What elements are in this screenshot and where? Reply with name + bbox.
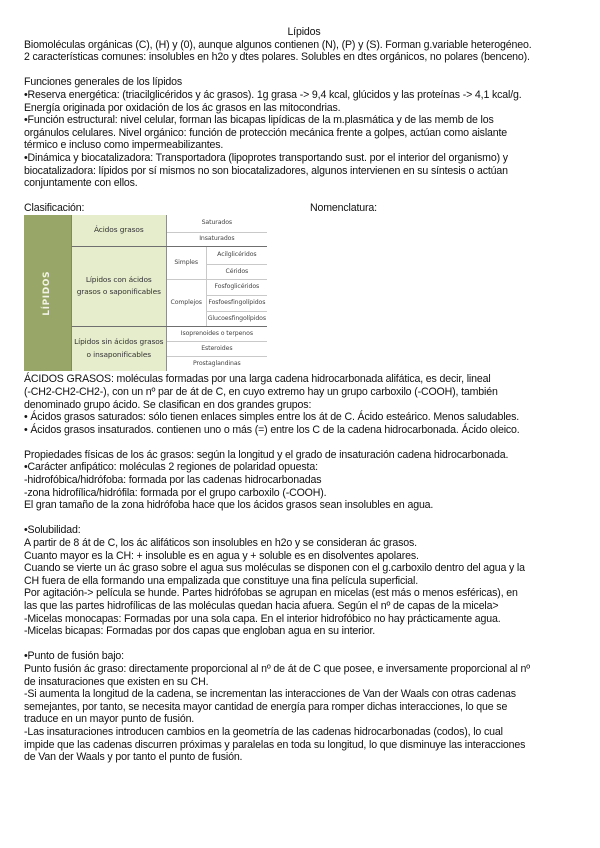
subgroup-simples: Simples [166,246,206,279]
lipidos-side-label: LÍPIDOS [24,215,71,371]
table-cell: Fosfoesfingolípidos [206,295,267,311]
table-cell: Saturados [166,215,267,232]
paragraph-line: •Reserva energética: (triacilglicéridos y ác grasos). 1g grasa -> 9,4 kcal, glúcidos y las proteínas -> 4,1 kcal/g. [24,88,522,101]
paragraph-line: • Ácidos grasos insaturados. contienen uno o más (=) entre los C de la cadena hidrocarbonada. Ácido oleico. [24,423,520,436]
table-cell: Insaturados [166,232,267,246]
lipid-classification-table [24,215,267,371]
table-cell: Fosfoglicéridos [206,279,267,295]
group-acidos-grasos: Ácidos grasos [71,215,166,246]
paragraph-line: A partir de 8 át de C, los ác alifáticos son insolubles en h2o y se consideran ác grasos. [24,537,417,550]
paragraph-line: -hidrofóbica/hidrófoba: formada por las cadenas hidrocarbonadas [24,474,322,487]
group-saponificables: Lípidos con ácidos grasos o saponificables [71,246,166,326]
paragraph-line: Energía originada por oxidación de los ác grasos en las mitocondrias. [24,101,341,114]
paragraph-line: •Dinámica y biocatalizadora: Transportadora (lipoprotes transportando sust. por el interior del organismo) y [24,151,508,164]
table-cell: Prostaglandinas [192,359,241,367]
paragraph-line: de Van der Waals y por tanto el punto de fusión. [24,751,243,764]
paragraph-line: semejantes, por tanto, se necesita mayor cantidad de energía para romper dichas interacciones, lo que se [24,700,508,713]
paragraph-line: de insaturaciones que existen en su CH. [24,675,209,688]
paragraph-line: denominado grupo ácido. Se clasifican en dos grandes grupos: [24,398,312,411]
paragraph-line: •Punto de fusión bajo: [24,650,124,663]
table-cell: Glucoesfingolípidos [206,311,267,326]
group-insaponificables: Lípidos sin ácidos grasos o insaponificables [71,326,166,371]
paragraph-line: Propiedades físicas de los ác grasos: según la longitud y el grado de insaturación cadena hidrocarbonada. [24,448,509,461]
section-heading-funciones: Funciones generales de los lípidos [24,76,183,89]
paragraph-line: •Solubilidad: [24,524,81,537]
table-cell: Acilglicéridos [206,246,267,264]
paragraph-line: las que las partes hidrofílicas de las moléculas quedan hacia afuera. Según el nº de capas de la micela> [24,600,499,612]
paragraph-line: biocatalizadora: lípidos por sí mismos no son biocatalizadores, algunos intervienen en su síntesis o actúan [24,164,508,177]
paragraph-line: Por agitación-> película se hunde. Partes hidrófobas se agrupan en micelas (est más o menos esféricas), en [24,587,518,600]
intro-line: Biomoléculas orgánicas (C), (H) y (0), aunque algunos contienen (N), (P) y (S). Forman g.variable heterogéneo. [24,38,532,51]
paragraph-line: -zona hidrofílica/hidrófila: formada por el grupo carboxilo (-COOH). [24,486,327,499]
table-cell: Esteroides [166,341,267,356]
paragraph-line: (-CH2-CH2-CH2-), con un nº par de át de C, en cuyo extremo hay un grupo carboxilo (-COOH), también [24,385,498,398]
paragraph-line: -Micelas bicapas: Formadas por dos capas que engloban agua en su interior. [24,625,376,638]
paragraph-line: térmico e incluso como impermeabilizantes. [24,139,224,152]
classification-table-image [24,215,270,373]
paragraph-line: orgánulos celulares. Nivel orgánico: función de protección mecánica frente a golpes, actúan como aislante [24,126,508,139]
page-title: Lípidos [287,26,321,38]
paragraph-line: El gran tamaño de la zona hidrófoba hace que los ácidos grasos sean insolubles en agua. [24,499,434,512]
document-page [24,26,584,764]
intro-line: 2 características comunes: insolubles en h2o y dtes polares. Solubles en dtes orgánicos, no polares (benceno). [24,51,530,64]
paragraph-line: conjuntamente con ellos. [24,177,138,190]
clasificacion-label: Clasificación: [24,202,85,215]
classification-header-row [24,202,584,215]
table-cell: Céridos [206,264,267,279]
paragraph-line: Cuando se vierte un ác graso sobre el agua sus moléculas se disponen con el g.carboxilo dentro del agua y la [24,562,525,575]
nomenclatura-label: Nomenclatura: [310,202,377,215]
table-cell: Isoprenoides o terpenos [166,326,267,341]
paragraph-line: traduce en un mayor punto de fusión. [24,713,195,726]
paragraph-line: -Micelas monocapas: Formadas por una sola capa. En el interior hidrofóbico no hay prácticamente agua. [24,612,501,625]
paragraph-line: ÁCIDOS GRASOS: moléculas formadas por una larga cadena hidrocarbonada alifática, es decir, lineal [24,373,491,386]
paragraph-line: Punto fusión ác graso: directamente proporcional al nº de át de C que posee, e inversamente proporcional al nº [24,662,530,675]
paragraph-line: impide que las cadenas discurren próximas y paralelas en toda su longitud, lo que disminuye las interacciones [24,738,526,751]
paragraph-line: • Ácidos grasos saturados: sólo tienen enlaces simples entre los át de C. Ácido esteárico. Menos saludables. [24,411,520,424]
paragraph-line: Cuanto mayor es la CH: + insoluble es en agua y + soluble es en disolventes apolares. [24,549,419,562]
paragraph-line: CH fuera de ella formando una empalizada que constituye una fina película superficial. [24,574,419,587]
paragraph-line: •Función estructural: nivel celular, forman las bicapas lipídicas de la m.plasmática y de las memb de los [24,114,494,127]
subgroup-complejos: Complejos [166,279,206,326]
paragraph-line: -Las insaturaciones introducen cambios en la geometría de las cadenas hidrocarbonadas (codos), lo cual [24,725,503,738]
paragraph-line: •Carácter anfipático: moléculas 2 regiones de polaridad opuesta: [24,461,318,474]
paragraph-line: -Si aumenta la longitud de la cadena, se incrementan las interacciones de Van der Waals con otras cadenas [24,688,516,701]
